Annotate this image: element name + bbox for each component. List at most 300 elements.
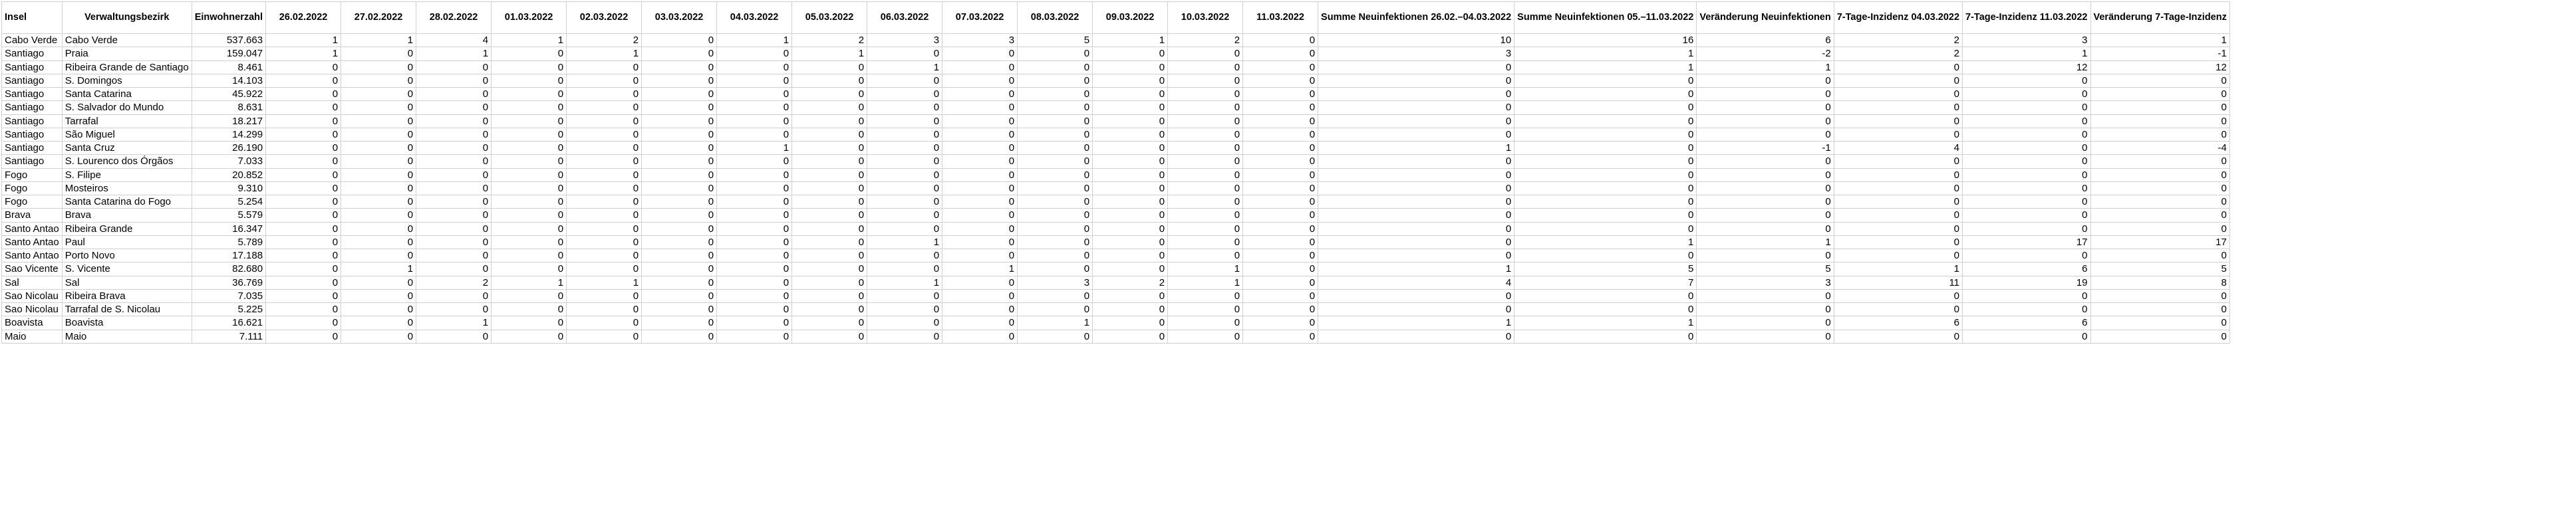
cell-inzidenz-1: 0 (1834, 168, 1962, 181)
cell-inzidenz-2: 6 (1963, 262, 2090, 276)
cell-day-11: 0 (1093, 88, 1168, 101)
cell-day-0: 0 (266, 276, 341, 289)
cell-einwohnerzahl: 26.190 (192, 142, 265, 155)
cell-day-0: 1 (266, 47, 341, 60)
cell-inzidenz-2: 0 (1963, 114, 2090, 128)
cell-day-1: 0 (341, 142, 416, 155)
cell-day-5: 0 (642, 262, 717, 276)
cell-day-7: 2 (792, 34, 867, 47)
cell-day-3: 0 (492, 168, 567, 181)
cell-veraenderung-inzidenz: 0 (2090, 181, 2229, 195)
cell-day-10: 0 (1018, 289, 1093, 302)
cell-veraenderung-inzidenz: 0 (2090, 195, 2229, 209)
cell-inzidenz-2: 6 (1963, 316, 2090, 330)
table-row (2, 88, 2230, 101)
cell-einwohnerzahl: 16.347 (192, 222, 265, 235)
cell-einwohnerzahl: 36.769 (192, 276, 265, 289)
table-row (2, 276, 2230, 289)
cell-day-5: 0 (642, 249, 717, 262)
cell-inzidenz-1: 2 (1834, 47, 1962, 60)
cell-day-3: 0 (492, 303, 567, 316)
cell-inzidenz-2: 0 (1963, 101, 2090, 114)
cell-day-5: 0 (642, 34, 717, 47)
cell-day-2: 0 (416, 128, 492, 141)
cell-day-12: 0 (1168, 222, 1243, 235)
cell-insel: Santiago (2, 88, 63, 101)
table-row (2, 316, 2230, 330)
cell-day-1: 0 (341, 222, 416, 235)
cell-day-2: 0 (416, 168, 492, 181)
cell-einwohnerzahl: 8.631 (192, 101, 265, 114)
cell-day-11: 0 (1093, 222, 1168, 235)
cell-day-12: 0 (1168, 114, 1243, 128)
cell-summe-2: 1 (1514, 60, 1697, 74)
cell-einwohnerzahl: 5.254 (192, 195, 265, 209)
cell-day-4: 0 (567, 114, 642, 128)
cell-day-6: 0 (717, 47, 792, 60)
cell-day-11: 0 (1093, 303, 1168, 316)
cell-inzidenz-1: 0 (1834, 114, 1962, 128)
cell-day-9: 0 (942, 289, 1018, 302)
cell-day-7: 0 (792, 60, 867, 74)
cell-einwohnerzahl: 14.103 (192, 74, 265, 87)
cell-day-5: 0 (642, 114, 717, 128)
cell-summe-2: 5 (1514, 262, 1697, 276)
cell-day-8: 0 (867, 195, 942, 209)
cell-day-8: 0 (867, 88, 942, 101)
cell-insel: Brava (2, 209, 63, 222)
cell-day-9: 0 (942, 249, 1018, 262)
cell-day-9: 0 (942, 168, 1018, 181)
cell-day-11: 0 (1093, 155, 1168, 168)
cell-day-11: 0 (1093, 235, 1168, 249)
cell-veraenderung-inzidenz: 0 (2090, 316, 2229, 330)
cell-summe-2: 0 (1514, 74, 1697, 87)
cell-day-13: 0 (1243, 155, 1318, 168)
cell-summe-2: 7 (1514, 276, 1697, 289)
cell-day-3: 0 (492, 262, 567, 276)
cell-day-12: 0 (1168, 289, 1243, 302)
cell-day-11: 0 (1093, 168, 1168, 181)
cell-summe-2: 0 (1514, 155, 1697, 168)
cell-insel: Sao Vicente (2, 262, 63, 276)
cell-day-3: 0 (492, 222, 567, 235)
table-row (2, 289, 2230, 302)
cell-verwaltungsbezirk: S. Filipe (62, 168, 192, 181)
cell-day-1: 0 (341, 276, 416, 289)
table-row (2, 114, 2230, 128)
col-header-inzidenz-2: 7-Tage-Inzidenz 11.03.2022 (1963, 2, 2090, 34)
cell-summe-1: 0 (1318, 168, 1514, 181)
cell-verwaltungsbezirk: Ribeira Brava (62, 289, 192, 302)
cell-day-7: 0 (792, 235, 867, 249)
table-row (2, 249, 2230, 262)
cell-day-9: 0 (942, 155, 1018, 168)
cell-day-7: 1 (792, 47, 867, 60)
cell-day-10: 0 (1018, 114, 1093, 128)
cell-day-9: 0 (942, 114, 1018, 128)
cell-day-8: 3 (867, 34, 942, 47)
cell-day-0: 0 (266, 195, 341, 209)
cell-day-13: 0 (1243, 34, 1318, 47)
cell-day-10: 0 (1018, 303, 1093, 316)
cell-inzidenz-1: 0 (1834, 330, 1962, 343)
cell-day-11: 0 (1093, 142, 1168, 155)
cell-verwaltungsbezirk: Santa Catarina do Fogo (62, 195, 192, 209)
cell-day-0: 0 (266, 330, 341, 343)
cell-inzidenz-1: 0 (1834, 289, 1962, 302)
cell-veraenderung-inzidenz: 12 (2090, 60, 2229, 74)
cell-einwohnerzahl: 18.217 (192, 114, 265, 128)
cell-day-12: 0 (1168, 316, 1243, 330)
table-row (2, 60, 2230, 74)
cell-day-6: 1 (717, 34, 792, 47)
cell-day-6: 0 (717, 128, 792, 141)
cell-day-2: 0 (416, 74, 492, 87)
cell-verwaltungsbezirk: São Miguel (62, 128, 192, 141)
cell-day-3: 0 (492, 209, 567, 222)
cell-day-1: 0 (341, 168, 416, 181)
cell-day-11: 0 (1093, 209, 1168, 222)
col-header-insel: Insel (2, 2, 63, 34)
cell-insel: Maio (2, 330, 63, 343)
cell-summe-2: 0 (1514, 181, 1697, 195)
cell-day-5: 0 (642, 101, 717, 114)
cell-day-5: 0 (642, 155, 717, 168)
col-header-date-8: 06.03.2022 (867, 2, 942, 34)
cell-verwaltungsbezirk: Brava (62, 209, 192, 222)
cell-day-5: 0 (642, 222, 717, 235)
col-header-einwohnerzahl: Einwohnerzahl (192, 2, 265, 34)
cell-day-6: 0 (717, 262, 792, 276)
cell-day-12: 0 (1168, 88, 1243, 101)
col-header-date-5: 03.03.2022 (642, 2, 717, 34)
cell-summe-2: 0 (1514, 222, 1697, 235)
cell-day-12: 0 (1168, 101, 1243, 114)
cell-day-1: 0 (341, 47, 416, 60)
cell-einwohnerzahl: 82.680 (192, 262, 265, 276)
cell-day-0: 0 (266, 74, 341, 87)
cell-day-6: 0 (717, 249, 792, 262)
cell-day-12: 0 (1168, 128, 1243, 141)
cell-inzidenz-1: 0 (1834, 195, 1962, 209)
cell-day-10: 5 (1018, 34, 1093, 47)
col-header-date-2: 28.02.2022 (416, 2, 492, 34)
cell-summe-1: 0 (1318, 155, 1514, 168)
cell-day-8: 1 (867, 235, 942, 249)
cell-day-3: 1 (492, 34, 567, 47)
cell-inzidenz-1: 2 (1834, 34, 1962, 47)
cell-day-4: 2 (567, 34, 642, 47)
cell-veraenderung: 1 (1697, 235, 1834, 249)
cell-veraenderung: -2 (1697, 47, 1834, 60)
cell-day-8: 0 (867, 289, 942, 302)
cell-day-0: 0 (266, 303, 341, 316)
cell-day-10: 0 (1018, 142, 1093, 155)
cell-day-13: 0 (1243, 303, 1318, 316)
cell-inzidenz-2: 0 (1963, 330, 2090, 343)
cell-day-10: 0 (1018, 128, 1093, 141)
cell-day-13: 0 (1243, 128, 1318, 141)
cell-summe-1: 0 (1318, 289, 1514, 302)
cell-day-2: 4 (416, 34, 492, 47)
table-row (2, 181, 2230, 195)
cell-inzidenz-2: 0 (1963, 303, 2090, 316)
cell-insel: Santiago (2, 114, 63, 128)
cell-day-11: 0 (1093, 330, 1168, 343)
cell-day-7: 0 (792, 142, 867, 155)
cell-day-10: 0 (1018, 168, 1093, 181)
cell-day-13: 0 (1243, 235, 1318, 249)
cell-verwaltungsbezirk: S. Lourenco dos Órgãos (62, 155, 192, 168)
cell-veraenderung-inzidenz: 0 (2090, 330, 2229, 343)
cell-summe-1: 0 (1318, 181, 1514, 195)
cell-verwaltungsbezirk: Boavista (62, 316, 192, 330)
cell-day-3: 0 (492, 289, 567, 302)
cell-summe-1: 1 (1318, 316, 1514, 330)
cell-day-13: 0 (1243, 222, 1318, 235)
cell-day-6: 0 (717, 235, 792, 249)
cell-day-8: 1 (867, 276, 942, 289)
cell-day-9: 0 (942, 101, 1018, 114)
cell-day-7: 0 (792, 155, 867, 168)
cell-day-13: 0 (1243, 181, 1318, 195)
cell-inzidenz-1: 0 (1834, 60, 1962, 74)
cell-day-11: 0 (1093, 289, 1168, 302)
cell-day-3: 0 (492, 330, 567, 343)
cell-inzidenz-2: 0 (1963, 249, 2090, 262)
cell-day-9: 0 (942, 209, 1018, 222)
cell-veraenderung-inzidenz: 0 (2090, 74, 2229, 87)
cell-day-2: 0 (416, 222, 492, 235)
cell-day-9: 0 (942, 88, 1018, 101)
cell-day-7: 0 (792, 88, 867, 101)
cell-day-2: 0 (416, 289, 492, 302)
cell-insel: Cabo Verde (2, 34, 63, 47)
col-header-veraenderung-inzidenz: Veränderung 7-Tage-Inzidenz (2090, 2, 2229, 34)
cell-day-10: 0 (1018, 155, 1093, 168)
cell-verwaltungsbezirk: Santa Catarina (62, 88, 192, 101)
cell-day-7: 0 (792, 168, 867, 181)
cell-day-8: 0 (867, 128, 942, 141)
cell-summe-1: 0 (1318, 235, 1514, 249)
cell-day-6: 0 (717, 60, 792, 74)
cell-day-2: 0 (416, 262, 492, 276)
cell-day-4: 1 (567, 47, 642, 60)
cell-veraenderung-inzidenz: 0 (2090, 88, 2229, 101)
cell-day-13: 0 (1243, 168, 1318, 181)
cell-day-9: 0 (942, 276, 1018, 289)
cell-summe-2: 1 (1514, 47, 1697, 60)
cell-day-0: 0 (266, 114, 341, 128)
cell-day-3: 0 (492, 181, 567, 195)
cell-inzidenz-1: 0 (1834, 209, 1962, 222)
cell-einwohnerzahl: 159.047 (192, 47, 265, 60)
cell-einwohnerzahl: 7.033 (192, 155, 265, 168)
cell-veraenderung: 0 (1697, 114, 1834, 128)
cell-day-2: 0 (416, 155, 492, 168)
cell-day-2: 0 (416, 101, 492, 114)
cell-day-11: 0 (1093, 101, 1168, 114)
cell-summe-2: 1 (1514, 316, 1697, 330)
cell-day-2: 0 (416, 249, 492, 262)
cell-veraenderung-inzidenz: 0 (2090, 303, 2229, 316)
cell-day-4: 0 (567, 168, 642, 181)
cell-day-0: 0 (266, 262, 341, 276)
cell-day-7: 0 (792, 249, 867, 262)
table-row (2, 155, 2230, 168)
cell-day-6: 0 (717, 303, 792, 316)
col-header-date-1: 27.02.2022 (341, 2, 416, 34)
cell-day-3: 0 (492, 47, 567, 60)
cell-day-10: 0 (1018, 88, 1093, 101)
table-row (2, 235, 2230, 249)
cell-verwaltungsbezirk: Maio (62, 330, 192, 343)
cell-day-8: 0 (867, 181, 942, 195)
cell-inzidenz-2: 0 (1963, 181, 2090, 195)
cell-insel: Santiago (2, 101, 63, 114)
cell-day-6: 0 (717, 88, 792, 101)
cell-day-0: 0 (266, 289, 341, 302)
cell-day-12: 0 (1168, 195, 1243, 209)
cell-inzidenz-1: 0 (1834, 249, 1962, 262)
cell-day-12: 0 (1168, 235, 1243, 249)
cell-day-4: 0 (567, 235, 642, 249)
cell-day-5: 0 (642, 47, 717, 60)
cell-day-3: 0 (492, 316, 567, 330)
cell-day-4: 0 (567, 101, 642, 114)
cell-day-8: 0 (867, 142, 942, 155)
table-row (2, 222, 2230, 235)
cell-verwaltungsbezirk: Praia (62, 47, 192, 60)
cell-day-5: 0 (642, 289, 717, 302)
cell-day-8: 0 (867, 155, 942, 168)
cell-insel: Sao Nicolau (2, 303, 63, 316)
cell-day-7: 0 (792, 316, 867, 330)
cell-day-3: 0 (492, 60, 567, 74)
cell-day-9: 0 (942, 195, 1018, 209)
cell-inzidenz-1: 0 (1834, 74, 1962, 87)
cell-summe-2: 0 (1514, 114, 1697, 128)
cell-day-7: 0 (792, 195, 867, 209)
cell-day-6: 0 (717, 276, 792, 289)
cell-day-0: 0 (266, 209, 341, 222)
table-row (2, 168, 2230, 181)
cell-veraenderung-inzidenz: 0 (2090, 114, 2229, 128)
cell-summe-1: 1 (1318, 142, 1514, 155)
cell-day-5: 0 (642, 235, 717, 249)
cell-einwohnerzahl: 14.299 (192, 128, 265, 141)
cell-day-4: 0 (567, 155, 642, 168)
cell-day-3: 0 (492, 74, 567, 87)
cell-verwaltungsbezirk: Ribeira Grande (62, 222, 192, 235)
cell-insel: Santiago (2, 155, 63, 168)
cell-day-13: 0 (1243, 289, 1318, 302)
cell-verwaltungsbezirk: Tarrafal (62, 114, 192, 128)
cell-day-1: 0 (341, 101, 416, 114)
cell-inzidenz-2: 0 (1963, 289, 2090, 302)
cell-inzidenz-2: 0 (1963, 209, 2090, 222)
cell-day-12: 0 (1168, 155, 1243, 168)
cell-veraenderung: 0 (1697, 316, 1834, 330)
cell-day-10: 0 (1018, 181, 1093, 195)
cell-day-9: 0 (942, 142, 1018, 155)
cell-day-8: 0 (867, 168, 942, 181)
cell-summe-2: 0 (1514, 88, 1697, 101)
cell-insel: Santo Antao (2, 222, 63, 235)
cell-summe-2: 16 (1514, 34, 1697, 47)
cell-verwaltungsbezirk: S. Vicente (62, 262, 192, 276)
cell-day-13: 0 (1243, 101, 1318, 114)
cell-day-7: 0 (792, 101, 867, 114)
cell-day-13: 0 (1243, 114, 1318, 128)
cell-day-8: 1 (867, 60, 942, 74)
col-header-summe-neuinfektionen-1: Summe Neuinfektionen 26.02.–04.03.2022 (1318, 2, 1514, 34)
cell-day-13: 0 (1243, 195, 1318, 209)
cell-veraenderung: 0 (1697, 155, 1834, 168)
cell-einwohnerzahl: 20.852 (192, 168, 265, 181)
cell-day-4: 0 (567, 142, 642, 155)
cell-summe-2: 1 (1514, 235, 1697, 249)
cell-day-3: 0 (492, 88, 567, 101)
cell-day-11: 0 (1093, 60, 1168, 74)
cell-day-7: 0 (792, 303, 867, 316)
cell-day-2: 0 (416, 303, 492, 316)
cell-inzidenz-1: 0 (1834, 181, 1962, 195)
cell-insel: Santiago (2, 142, 63, 155)
table-row (2, 142, 2230, 155)
cell-day-10: 0 (1018, 195, 1093, 209)
cell-day-5: 0 (642, 168, 717, 181)
cell-inzidenz-1: 0 (1834, 88, 1962, 101)
cell-veraenderung: -1 (1697, 142, 1834, 155)
cell-day-12: 0 (1168, 209, 1243, 222)
table-row (2, 47, 2230, 60)
cell-day-6: 0 (717, 74, 792, 87)
cell-day-9: 0 (942, 47, 1018, 60)
cell-day-10: 0 (1018, 262, 1093, 276)
cell-day-9: 3 (942, 34, 1018, 47)
cell-inzidenz-2: 0 (1963, 74, 2090, 87)
cell-summe-1: 3 (1318, 47, 1514, 60)
cell-day-2: 0 (416, 114, 492, 128)
cell-day-0: 0 (266, 101, 341, 114)
cell-veraenderung-inzidenz: -1 (2090, 47, 2229, 60)
cell-day-10: 0 (1018, 101, 1093, 114)
col-header-date-4: 02.03.2022 (567, 2, 642, 34)
cell-day-2: 0 (416, 142, 492, 155)
cell-einwohnerzahl: 8.461 (192, 60, 265, 74)
cell-day-0: 0 (266, 181, 341, 195)
cell-veraenderung: 0 (1697, 181, 1834, 195)
cell-day-4: 0 (567, 289, 642, 302)
cell-day-9: 0 (942, 181, 1018, 195)
cell-day-13: 0 (1243, 74, 1318, 87)
table-row (2, 195, 2230, 209)
cell-day-4: 0 (567, 60, 642, 74)
cell-day-6: 0 (717, 222, 792, 235)
cell-day-0: 0 (266, 235, 341, 249)
cell-day-1: 0 (341, 235, 416, 249)
cell-inzidenz-2: 12 (1963, 60, 2090, 74)
cell-day-5: 0 (642, 142, 717, 155)
col-header-date-13: 11.03.2022 (1243, 2, 1318, 34)
cell-summe-2: 0 (1514, 249, 1697, 262)
cell-day-6: 0 (717, 168, 792, 181)
cell-einwohnerzahl: 17.188 (192, 249, 265, 262)
cell-einwohnerzahl: 5.579 (192, 209, 265, 222)
cell-day-10: 0 (1018, 47, 1093, 60)
